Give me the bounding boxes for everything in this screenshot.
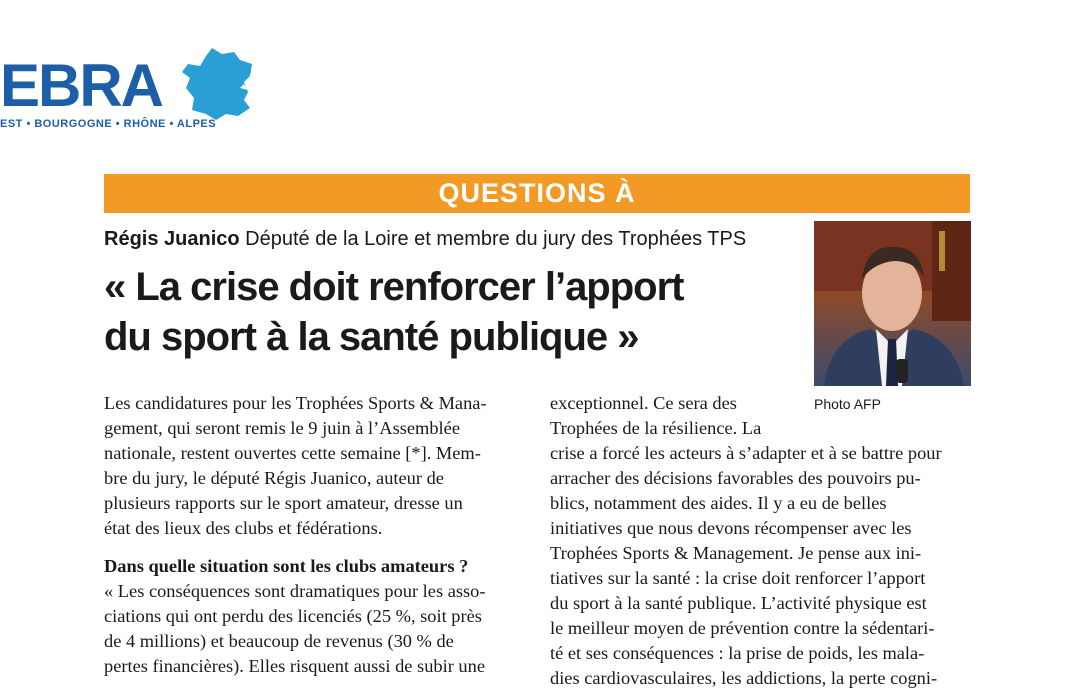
byline-name: Régis Juanico: [104, 228, 240, 250]
text-line: du sport à la santé publique. L’activité physique est: [550, 593, 927, 613]
text-line: le meilleur moyen de prévention contre la sédentari-: [550, 618, 935, 638]
text-line: Les candidatures pour les Trophées Sports & Mana-: [104, 393, 487, 413]
text-line: crise a forcé les acteurs à s’adapter et à se battre pour: [550, 443, 942, 463]
text-line: té et ses conséquences : la prise de poids, les mala-: [550, 643, 925, 663]
byline: [104, 228, 746, 251]
byline-role: Député de la Loire et membre du jury des Trophées TPS: [245, 228, 747, 250]
text-line: exceptionnel. Ce sera des: [550, 393, 737, 413]
ebra-logo: [0, 42, 265, 134]
text-line: gement, qui seront remis le 9 juin à l’Assemblée: [104, 418, 460, 438]
text-line: arracher des décisions favorables des pouvoirs pu-: [550, 468, 921, 488]
answer-text: [104, 579, 525, 679]
text-line: plusieurs rapports sur le sport amateur, dresse un: [104, 493, 463, 513]
portrait-illustration: [814, 221, 971, 386]
text-line: de 4 millions) et beaucoup de revenus (30 % de: [104, 631, 454, 651]
section-banner: QUESTIONS À: [104, 174, 970, 213]
text-line: Trophées Sports & Management. Je pense aux ini-: [550, 543, 922, 563]
text-line: dies cardiovasculaires, les addictions, la perte cogni-: [550, 668, 938, 688]
logo-tagline: EST • BOURGOGNE • RHÔNE • ALPES: [0, 118, 217, 130]
text-line: initiatives que nous devons récompenser avec les: [550, 518, 912, 538]
text-line: pertes financières). Elles risquent aussi de subir une: [104, 656, 485, 676]
text-line: état des lieux des clubs et fédérations.: [104, 518, 383, 538]
interview-question: Dans quelle situation sont les clubs amateurs ?: [104, 556, 469, 576]
text-line: tiatives sur la santé : la crise doit renforcer l’apport: [550, 568, 926, 588]
text-line: Trophées de la résilience. La: [550, 418, 762, 438]
article-column-1: [104, 391, 525, 679]
text-line: « Les conséquences sont dramatiques pour les asso-: [104, 581, 486, 601]
headline-line: du sport à la santé publique »: [104, 315, 639, 359]
text-line: nationale, restent ouvertes cette semaine [*]. Mem-: [104, 443, 481, 463]
headline-line: « La crise doit renforcer l’apport: [104, 265, 684, 309]
article-intro: [104, 391, 525, 541]
photo-credit: Photo AFP: [814, 396, 881, 412]
headline: [104, 262, 794, 362]
logo-wordmark: EBRA: [0, 52, 163, 119]
text-line: bre du jury, le député Régis Juanico, auteur de: [104, 468, 444, 488]
france-map-icon: [178, 44, 258, 124]
article-column-2: [550, 391, 970, 691]
portrait-photo: [814, 221, 971, 386]
text-line: ciations qui ont perdu des licenciés (25 %, soit près: [104, 606, 482, 626]
text-line: blics, notamment des aides. Il y a eu de belles: [550, 493, 887, 513]
